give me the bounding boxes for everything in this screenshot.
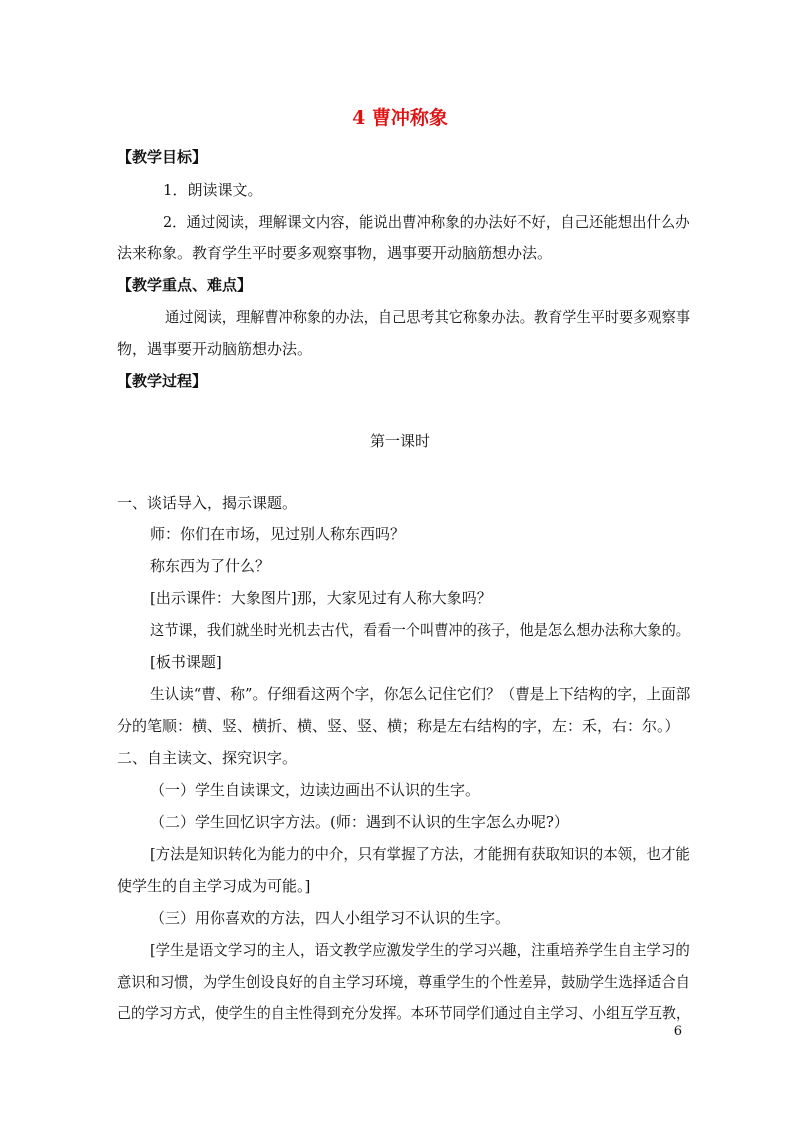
body-paragraph: 意识和习惯，为学生创设良好的自主学习环境，尊重学生的个性差异，鼓励学生选择适合自 bbox=[117, 973, 691, 991]
body-paragraph: 师：你们在市场，见过别人称东西吗？ bbox=[150, 525, 406, 543]
body-paragraph: 二、自主读文、探究识字。 bbox=[117, 749, 298, 767]
body-paragraph: （一）学生自读课文，边读边画出不认识的生字。 bbox=[150, 781, 481, 799]
body-paragraph: 称东西为了什么？ bbox=[150, 557, 271, 575]
body-paragraph: 这节课，我们就坐时光机去古代，看看一个叫曹冲的孩子，他是怎么想办法称大象的。 bbox=[150, 621, 691, 639]
page-number: 6 bbox=[673, 1024, 682, 1039]
key-points-heading: 【教学重点、难点】 bbox=[117, 276, 253, 294]
body-paragraph: [板书课题] bbox=[150, 653, 222, 671]
document-title: 4 曹冲称象 bbox=[352, 107, 448, 129]
body-paragraph: [学生是语文学习的主人，语文教学应激发学生的学习兴趣，注重培养学生自主学习的 bbox=[150, 941, 690, 959]
body-paragraph: [出示课件：大象图片]那，大家见过有人称大象吗？ bbox=[150, 589, 492, 607]
goal-2-line-1: 2．通过阅读，理解课文内容，能说出曹冲称象的办法好不好，自己还能想出什么办 bbox=[163, 213, 690, 231]
goal-1: 1．朗读课文。 bbox=[163, 181, 263, 199]
key-points-line-2: 物，遇事要开动脑筋想办法。 bbox=[117, 340, 313, 358]
body-paragraph: 使学生的自主学习成为可能。] bbox=[117, 877, 311, 895]
body-paragraph: [方法是知识转化为能力的中介，只有掌握了方法，才能拥有获取知识的本领，也才能 bbox=[150, 845, 690, 863]
body-paragraph: 生认读“曹、称”。仔细看这两个字，你怎么记住它们？（曹是上下结构的字，上面部 bbox=[150, 685, 691, 703]
body-paragraph: 分的笔顺：横、竖、横折、横、竖、竖、横；称是左右结构的字，左：禾，右：尔。） bbox=[117, 717, 680, 735]
body-paragraph: 己的学习方式，使学生的自主性得到充分发挥。本环节同学们通过自主学习、小组互学互教， bbox=[117, 1004, 691, 1022]
teaching-goals-heading: 【教学目标】 bbox=[117, 148, 208, 166]
body-paragraph: 一、谈话导入，揭示课题。 bbox=[117, 494, 298, 512]
key-points-line-1: 通过阅读，理解曹冲称象的办法，自己思考其它称象办法。教育学生平时要多观察事 bbox=[165, 308, 691, 326]
goal-2-line-2: 法来称象。教育学生平时要多观察事物，遇事要开动脑筋想办法。 bbox=[117, 244, 553, 262]
body-paragraph: （三）用你喜欢的方法，四人小组学习不认识的生字。 bbox=[150, 909, 511, 927]
lesson-title: 第一课时 bbox=[369, 432, 430, 450]
body-paragraph: （二）学生回忆识字方法。(师：遇到不认识的生字怎么办呢?） bbox=[150, 813, 569, 831]
teaching-process-heading: 【教学过程】 bbox=[117, 372, 208, 390]
